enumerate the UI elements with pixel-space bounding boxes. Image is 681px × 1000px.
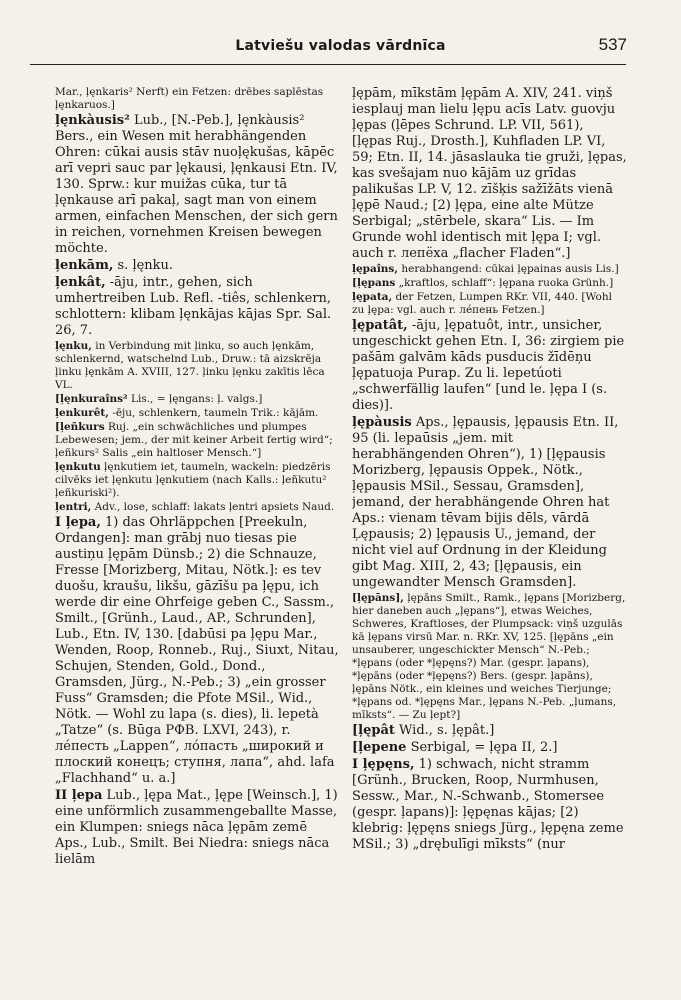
entry-text: Wid., s. ļępât.] — [394, 723, 495, 738]
dictionary-entry — [352, 415, 627, 591]
entry-text: -āju, ļępatuôt, intr., unsicher, ungeschickt gehen Etn. I, 36: zirgiem pie pašām galvām kāds pusducis žīdēņu ļępatuoja Purap. Zu li. lepetúoti „schwerfällig laufen“ [und le. ļępa I (s. dies)]. — [352, 318, 625, 413]
dictionary-entry — [55, 788, 340, 868]
entry-headword: ļęnkutu — [55, 461, 101, 473]
entry-text: ļępām, mīkstām ļępām A. XIV, 241. viņš iesplauj man lielu ļępu acīs Latv. guovju ļępas (ļēpes Schrund. LP. VII, 561), [ļępas Ruj., Drosth.], Kuhfladen LP. VI, 59; Etn. II, 14. jāsaslauka tie gruži, ļępas, kas svešajam nuo kājām uz grīdas palikušas LP. V, 12. zīšķis sažīžāts vienā ļępē Naud.; [2) ļępa, eine alte Mütze Serbigal; „stērbele, skara“ Lis. — Im Grunde wohl identisch mit ļępa I; vgl. auch r. лепёха „flacher Fladen“.] — [352, 86, 627, 261]
dictionary-entry — [55, 501, 340, 514]
entry-text: Lub., [N.-Peb.], ļęnkàusis² Bers., ein Wesen mit herabhängenden Ohren: cūkai ausis stāv nuoļękušas, kāpēc arī vepri sauc par ļękausi, ļęnkausi Etn. IV, 130. Sprw.: kur muižas cūka, tur tā ļęnkause arī pakaļ, sagt man von einem armen, einfachen Menschen, der sich gern in reichen, vornehmen Kreisen bewegen möchte. — [55, 113, 338, 256]
dictionary-entry — [352, 86, 627, 262]
dictionary-entry — [352, 277, 627, 290]
entry-headword: ļęnkàusis² — [55, 113, 130, 128]
entry-headword: ļępàusis — [352, 415, 412, 430]
left-column — [55, 86, 340, 990]
dictionary-entry — [55, 515, 340, 787]
entry-text: -āju, intr., gehen, sich umhertreiben Lub. Refl. -tiês, schlenkern, schlottern: klibam ļęnkājas kājas Spr. Sal. 26, 7. — [55, 275, 332, 338]
dictionary-entry — [55, 461, 340, 500]
page-number: 537 — [598, 35, 627, 54]
entry-headword: ļępata, — [352, 291, 393, 303]
entry-text: Serbigal, = ļępa II, 2.] — [406, 740, 558, 755]
dictionary-entry — [352, 592, 627, 722]
entry-headword: ļenkurêt, — [55, 407, 109, 419]
entry-text: Lis., = ļęngans: ļ. valgs.] — [127, 393, 263, 405]
dictionary-entry — [55, 258, 340, 274]
entry-text: ļępāns Smilt., Ramk., ļępans [Morizberg, hier daneben auch „ļępans“], etwas Weiches, Schweres, Kraftloses, der Plumpsack: viņš uzgulās kā ļępans virsū Mar. n. RKr. XV, 125. [ļępāns „ein unsauberer, ungeschickter Mensch“ N.-Peb.; *ļępans (oder *ļępęns?) Mar. (gespr. ļapans), *ļępāns (oder *ļępęns?) Bers. (gespr. ļapāns), ļępāns Nötk., ein kleines und weiches Tierjunge; *ļępans od. *ļępęns Mar., ļępans N.-Peb. „ļumans, mīksts“. — Zu ļept?] — [352, 592, 626, 721]
entry-text: Lub., ļępa Mat., ļęре [Weinsch.], 1) eine unförmlich zusammengeballte Masse, ein Klumpen: sniegs nāca ļępām zemē Aps., Lub., Smilt. Bei Niedra: sniegs nāca lielām — [55, 788, 338, 867]
entry-text: ļęnkutiem iet, taumeln, wackeln: piedzēris cilvēks iet ļęnkutu ļęnkutiem (nach Kalls.: ļeñkutu² ļeñkuriski²). — [55, 461, 331, 499]
entry-headword: [ļępāns], — [352, 592, 404, 604]
dictionary-entry — [55, 86, 340, 112]
header-rule — [30, 64, 626, 65]
page-header — [30, 35, 651, 62]
entry-headword: ļentri, — [55, 501, 92, 513]
dictionary-entry — [55, 340, 340, 392]
entry-headword: ļępaîns, — [352, 263, 399, 275]
entry-text: -ēju, schlenkern, taumeln Trik.: kājām. — [108, 407, 319, 419]
entry-text: 1) das Ohrläppchen [Preekuln, Ordangen]: man grābj nuo tiesas pie austiņu ļępām Dünsb.; 2) die Schnauze, Fresse [Morizberg, Mitau, Nötk.]: es tev duošu, kraušu, likšu, gāzīšu pa ļępu, ich werde dir eine Ohrfeige geben C., Sassm., Smilt., [Grünh., Laud., AP., Schrunden], Lub., Etn. IV, 130. [dabūsi pa ļępu Mar., Wenden, Roop, Ronneb., Ruj., Siuxt, Nitau, Schujen, Stenden, Gold., Dond., Gramsden, Jürg., N.-Peb.; 3) „ein grosser Fuss“ Gramsden; die Pfote MSil., Wid., Nötk. — Wohl zu lapa (s. dies), li. lepetà „Tatze“ (s. Būga PФВ. LXVI, 243), r. лéпесть „Lappen“, лóпасть „широкий и плоский конецъ; ступня, лапа“, ahd. lafa „Flachhand“ u. a.] — [55, 515, 339, 786]
entry-text: Adv., lose, schlaff: lakats ļentri apsiets Naud. — [91, 501, 335, 513]
dictionary-entry — [55, 393, 340, 406]
entry-headword: [ļepene — [352, 740, 407, 755]
entry-headword: I ļępęns, — [352, 757, 415, 772]
entry-text: s. ļęnku. — [113, 258, 174, 273]
entry-text: in Verbindung mit ļinku, so auch ļęnkām, schlenkernd, watschelnd Lub., Druw.: tā aizskrēja ļinku ļęnkām A. XVIII, 127. ļinku ļęnku zakītis lēca VL. — [55, 340, 325, 391]
entry-text: Mar., ļęnkaris² Nerft) ein Fetzen: drēbes saplēstas ļęnkaruos.] — [55, 86, 324, 111]
entry-headword: II ļepa — [55, 788, 103, 803]
entry-headword: [ļęnkuraîns² — [55, 393, 128, 405]
entry-text: „kraftlos, schlaff“: ļępana ruoka Grünh.] — [395, 277, 614, 289]
entry-text: herabhangend: cūkai ļępainas ausis Lis.] — [398, 263, 619, 275]
dictionary-entry — [352, 291, 627, 317]
entry-headword: [ļępât — [352, 723, 395, 738]
entry-headword: ļenkât, — [55, 275, 106, 290]
dictionary-entry — [352, 757, 627, 853]
dictionary-entry — [55, 275, 340, 339]
dictionary-entry — [55, 421, 340, 460]
entry-text: Ruj. „ein schwächliches und plumpes Lebewesen; jem., der mit keiner Arbeit fertig wird“; ļeñkurs² Salis „ein haltloser Mensch.“] — [55, 421, 333, 459]
entry-headword: I ļepa, — [55, 515, 101, 530]
entry-headword: [ļępans — [352, 277, 396, 289]
dictionary-entry — [352, 740, 627, 756]
dictionary-entry — [55, 407, 340, 420]
dictionary-entry — [55, 113, 340, 257]
entry-headword: [ļeñkurs — [55, 421, 105, 433]
entry-headword: ļęnku, — [55, 340, 92, 352]
entry-headword: ļenkām, — [55, 258, 114, 273]
dictionary-entry — [352, 318, 627, 414]
right-column — [352, 86, 627, 990]
dictionary-entry — [352, 723, 627, 739]
dictionary-title: Latviešu valodas vārdnīca — [235, 38, 446, 54]
dictionary-entry — [352, 263, 627, 276]
entry-text: der Fetzen, Lumpen RKr. VII, 440. [Wohl zu ļępa: vgl. auch r. лéпень Fetzen.] — [352, 291, 612, 316]
entry-text: 1) schwach, nicht stramm [Grünh., Brucken, Roop, Nurmhusen, Sessw., Mar., N.-Schwanb., Stomersee (gespr. ļapans)]: ļępęnas kājas; [2) klebrig: ļępęns sniegs Jürg., ļępęna zeme MSil.; 3) „drębulīgi mīksts“ (nur — [352, 757, 624, 852]
entry-text: Aps., ļępausis, ļępausis Etn. II, 95 (li. lepaūsis „jem. mit herabhängenden Ohren“), 1) [ļępausis Morizberg, ļępausis Oppek., Nötk., ļępausis MSil., Sessau, Gramsden], jemand, der herabhängende Ohren hat Aps.: vienam tēvam bijis dēls, vārdā Ļępausis; 2) ļępausis U., jemand, der nicht viel auf Ordnung in der Kleidung gibt Mag. XIII, 2, 43; [ļępausis, ein ungewandter Mensch Gramsden]. — [352, 415, 619, 590]
entry-headword: ļępatât, — [352, 318, 408, 333]
